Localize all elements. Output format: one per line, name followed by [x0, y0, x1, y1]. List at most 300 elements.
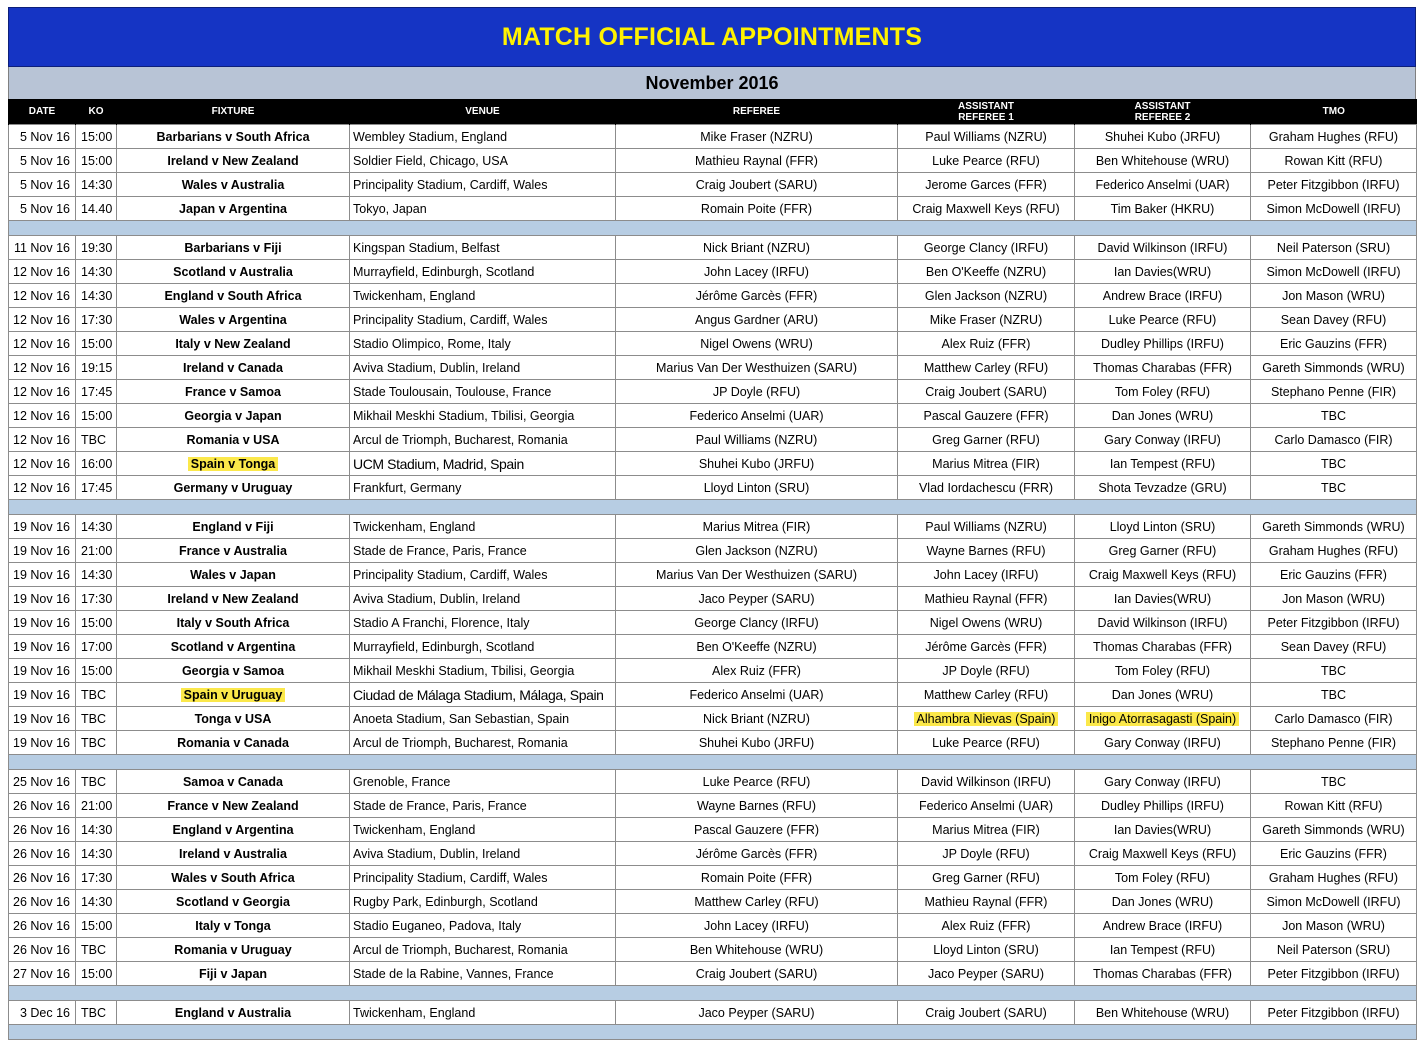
assistant-referee-1-cell: Luke Pearce (RFU) [898, 731, 1075, 755]
assistant-referee-1-cell: Craig Joubert (SARU) [898, 1001, 1075, 1025]
date-cell: 19 Nov 16 [9, 707, 76, 731]
separator-cell [898, 221, 1075, 236]
title-banner [8, 7, 1416, 67]
venue-cell: Ciudad de Málaga Stadium, Málaga, Spain [350, 683, 616, 707]
referee-cell: Shuhei Kubo (JRFU) [616, 731, 898, 755]
header-fixture: FIXTURE [117, 99, 350, 125]
kickoff-cell: 15:00 [76, 125, 117, 149]
venue-cell: Twickenham, England [350, 515, 616, 539]
kickoff-cell: 17:30 [76, 866, 117, 890]
separator-cell [350, 221, 616, 236]
assistant-referee-1-cell: Vlad Iordachescu (FRR) [898, 476, 1075, 500]
venue-cell: Stadio A Franchi, Florence, Italy [350, 611, 616, 635]
venue-cell: Stade de France, Paris, France [350, 539, 616, 563]
highlighted-text: Spain v Tonga [188, 457, 279, 471]
kickoff-cell: 14:30 [76, 260, 117, 284]
referee-cell: Jérôme Garcès (FFR) [616, 284, 898, 308]
referee-cell: John Lacey (IRFU) [616, 914, 898, 938]
assistant-referee-1-cell: Nigel Owens (WRU) [898, 611, 1075, 635]
table-row [9, 284, 1417, 308]
tmo-cell: TBC [1251, 659, 1417, 683]
venue-cell: Stade Toulousain, Toulouse, France [350, 380, 616, 404]
table-row [9, 197, 1417, 221]
tmo-cell: Gareth Simmonds (WRU) [1251, 356, 1417, 380]
week-separator [9, 1025, 1417, 1040]
kickoff-cell: 15:00 [76, 332, 117, 356]
fixture-cell: Romania v USA [117, 428, 350, 452]
fixture-cell: Romania v Canada [117, 731, 350, 755]
tmo-cell: TBC [1251, 770, 1417, 794]
assistant-referee-1-cell: Mike Fraser (NZRU) [898, 308, 1075, 332]
assistant-referee-2-cell: Ian Tempest (RFU) [1075, 938, 1251, 962]
venue-cell: Aviva Stadium, Dublin, Ireland [350, 356, 616, 380]
separator-cell [616, 986, 898, 1001]
referee-cell: Marius Mitrea (FIR) [616, 515, 898, 539]
referee-cell: Jaco Peyper (SARU) [616, 587, 898, 611]
kickoff-cell: TBC [76, 1001, 117, 1025]
referee-cell: Matthew Carley (RFU) [616, 890, 898, 914]
assistant-referee-2-cell: Ben Whitehouse (WRU) [1075, 149, 1251, 173]
tmo-cell: Simon McDowell (IRFU) [1251, 260, 1417, 284]
date-cell: 26 Nov 16 [9, 938, 76, 962]
kickoff-cell: 19:15 [76, 356, 117, 380]
table-row [9, 587, 1417, 611]
separator-cell [898, 755, 1075, 770]
fixture-cell: Fiji v Japan [117, 962, 350, 986]
tmo-cell: TBC [1251, 452, 1417, 476]
referee-cell: JP Doyle (RFU) [616, 380, 898, 404]
kickoff-cell: 14.40 [76, 197, 117, 221]
table-row [9, 794, 1417, 818]
tmo-cell: Rowan Kitt (RFU) [1251, 794, 1417, 818]
fixture-cell: Wales v Argentina [117, 308, 350, 332]
assistant-referee-1-cell: Pascal Gauzere (FFR) [898, 404, 1075, 428]
header-ar2-line1: ASSISTANT [1134, 100, 1191, 112]
assistant-referee-2-cell: Tom Foley (RFU) [1075, 659, 1251, 683]
separator-cell [9, 986, 76, 1001]
kickoff-cell: 15:00 [76, 914, 117, 938]
fixture-cell: Italy v Tonga [117, 914, 350, 938]
table-row [9, 332, 1417, 356]
tmo-cell: Stephano Penne (FIR) [1251, 380, 1417, 404]
assistant-referee-2-cell: Dudley Phillips (IRFU) [1075, 332, 1251, 356]
kickoff-cell: 17:30 [76, 308, 117, 332]
table-row [9, 818, 1417, 842]
separator-cell [1251, 986, 1417, 1001]
separator-cell [1075, 221, 1251, 236]
separator-cell [117, 1025, 350, 1040]
assistant-referee-1-cell [898, 707, 1075, 731]
kickoff-cell: 14:30 [76, 515, 117, 539]
assistant-referee-2-cell: Lloyd Linton (SRU) [1075, 515, 1251, 539]
separator-cell [1251, 500, 1417, 515]
assistant-referee-1-cell: Ben O'Keeffe (NZRU) [898, 260, 1075, 284]
kickoff-cell: 14:30 [76, 563, 117, 587]
assistant-referee-2-cell: David Wilkinson (IRFU) [1075, 611, 1251, 635]
kickoff-cell: 17:45 [76, 476, 117, 500]
assistant-referee-2-cell: Tom Foley (RFU) [1075, 866, 1251, 890]
header-assistant-referee-2 [1075, 99, 1251, 125]
venue-cell: Kingspan Stadium, Belfast [350, 236, 616, 260]
date-cell: 26 Nov 16 [9, 794, 76, 818]
table-row [9, 260, 1417, 284]
separator-cell [1251, 221, 1417, 236]
fixture-cell: Japan v Argentina [117, 197, 350, 221]
separator-cell [616, 1025, 898, 1040]
table-row [9, 452, 1417, 476]
separator-cell [9, 221, 76, 236]
separator-cell [1251, 755, 1417, 770]
header-ar1-line2: REFEREE 1 [958, 111, 1014, 123]
date-cell: 19 Nov 16 [9, 515, 76, 539]
tmo-cell: Stephano Penne (FIR) [1251, 731, 1417, 755]
tmo-cell: Jon Mason (WRU) [1251, 284, 1417, 308]
venue-cell: Principality Stadium, Cardiff, Wales [350, 866, 616, 890]
fixture-cell: Samoa v Canada [117, 770, 350, 794]
kickoff-cell: 14:30 [76, 890, 117, 914]
date-cell: 26 Nov 16 [9, 914, 76, 938]
table-row [9, 683, 1417, 707]
venue-cell: Aviva Stadium, Dublin, Ireland [350, 842, 616, 866]
kickoff-cell: 16:00 [76, 452, 117, 476]
fixture-cell: Scotland v Argentina [117, 635, 350, 659]
table-row [9, 428, 1417, 452]
referee-cell: Nick Briant (NZRU) [616, 707, 898, 731]
table-row [9, 866, 1417, 890]
date-cell: 5 Nov 16 [9, 173, 76, 197]
tmo-cell: Eric Gauzins (FFR) [1251, 842, 1417, 866]
referee-cell: Mathieu Raynal (FFR) [616, 149, 898, 173]
header-referee: REFEREE [616, 99, 898, 125]
assistant-referee-1-cell: Craig Joubert (SARU) [898, 380, 1075, 404]
tmo-cell: Eric Gauzins (FFR) [1251, 563, 1417, 587]
page-title: MATCH OFFICIAL APPOINTMENTS [501, 22, 923, 51]
assistant-referee-2-cell: Dudley Phillips (IRFU) [1075, 794, 1251, 818]
table-row [9, 938, 1417, 962]
assistant-referee-1-cell: JP Doyle (RFU) [898, 659, 1075, 683]
fixture-cell: France v Samoa [117, 380, 350, 404]
kickoff-cell: 15:00 [76, 659, 117, 683]
separator-cell [1075, 1025, 1251, 1040]
assistant-referee-1-cell: Greg Garner (RFU) [898, 866, 1075, 890]
referee-cell: Federico Anselmi (UAR) [616, 683, 898, 707]
separator-cell [350, 500, 616, 515]
kickoff-cell: TBC [76, 770, 117, 794]
tmo-cell: Sean Davey (RFU) [1251, 635, 1417, 659]
separator-cell [350, 986, 616, 1001]
referee-cell: Jaco Peyper (SARU) [616, 1001, 898, 1025]
fixture-cell: Georgia v Samoa [117, 659, 350, 683]
separator-cell [898, 986, 1075, 1001]
assistant-referee-2-cell: Dan Jones (WRU) [1075, 404, 1251, 428]
fixture-cell: Ireland v Canada [117, 356, 350, 380]
table-row [9, 770, 1417, 794]
assistant-referee-2-cell: Ian Davies(WRU) [1075, 260, 1251, 284]
tmo-cell: Simon McDowell (IRFU) [1251, 197, 1417, 221]
assistant-referee-1-cell: Craig Maxwell Keys (RFU) [898, 197, 1075, 221]
tmo-cell: Neil Paterson (SRU) [1251, 938, 1417, 962]
fixture-cell: Romania v Uruguay [117, 938, 350, 962]
venue-cell: Wembley Stadium, England [350, 125, 616, 149]
venue-cell: Arcul de Triomph, Bucharest, Romania [350, 731, 616, 755]
table-row [9, 914, 1417, 938]
assistant-referee-1-cell: Matthew Carley (RFU) [898, 683, 1075, 707]
assistant-referee-2-cell: David Wilkinson (IRFU) [1075, 236, 1251, 260]
table-row [9, 380, 1417, 404]
date-cell: 19 Nov 16 [9, 539, 76, 563]
date-cell: 19 Nov 16 [9, 683, 76, 707]
date-cell: 27 Nov 16 [9, 962, 76, 986]
referee-cell: Federico Anselmi (UAR) [616, 404, 898, 428]
date-cell: 12 Nov 16 [9, 356, 76, 380]
tmo-cell: Graham Hughes (RFU) [1251, 539, 1417, 563]
date-cell: 12 Nov 16 [9, 308, 76, 332]
assistant-referee-2-cell: Dan Jones (WRU) [1075, 683, 1251, 707]
venue-cell: Twickenham, England [350, 1001, 616, 1025]
referee-cell: Paul Williams (NZRU) [616, 428, 898, 452]
assistant-referee-2-cell: Ben Whitehouse (WRU) [1075, 1001, 1251, 1025]
assistant-referee-1-cell: Jerome Garces (FFR) [898, 173, 1075, 197]
table-row [9, 611, 1417, 635]
date-cell: 26 Nov 16 [9, 842, 76, 866]
referee-cell: Marius Van Der Westhuizen (SARU) [616, 563, 898, 587]
tmo-cell: Simon McDowell (IRFU) [1251, 890, 1417, 914]
header-venue: VENUE [350, 99, 616, 125]
referee-cell: Romain Poite (FFR) [616, 197, 898, 221]
fixture-cell [117, 452, 350, 476]
tmo-cell: Jon Mason (WRU) [1251, 914, 1417, 938]
assistant-referee-1-cell: Paul Williams (NZRU) [898, 515, 1075, 539]
date-cell: 5 Nov 16 [9, 125, 76, 149]
highlighted-text: Alhambra Nievas (Spain) [914, 712, 1059, 726]
separator-cell [76, 500, 117, 515]
venue-cell: Arcul de Triomph, Bucharest, Romania [350, 938, 616, 962]
kickoff-cell: 21:00 [76, 539, 117, 563]
tmo-cell: Eric Gauzins (FFR) [1251, 332, 1417, 356]
assistant-referee-1-cell: Greg Garner (RFU) [898, 428, 1075, 452]
assistant-referee-2-cell: Andrew Brace (IRFU) [1075, 914, 1251, 938]
table-row [9, 1001, 1417, 1025]
venue-cell: Arcul de Triomph, Bucharest, Romania [350, 428, 616, 452]
date-cell: 26 Nov 16 [9, 890, 76, 914]
header-date: DATE [9, 99, 76, 125]
venue-cell: Tokyo, Japan [350, 197, 616, 221]
separator-cell [1075, 986, 1251, 1001]
header-ar2-line2: REFEREE 2 [1134, 111, 1191, 123]
fixture-cell: Georgia v Japan [117, 404, 350, 428]
assistant-referee-2-cell: Federico Anselmi (UAR) [1075, 173, 1251, 197]
separator-cell [117, 221, 350, 236]
assistant-referee-2-cell: Thomas Charabas (FFR) [1075, 356, 1251, 380]
referee-cell: Jérôme Garcès (FFR) [616, 842, 898, 866]
tmo-cell: Peter Fitzgibbon (IRFU) [1251, 611, 1417, 635]
header-ar1-line1: ASSISTANT [958, 100, 1014, 112]
separator-cell [76, 986, 117, 1001]
tmo-cell: Gareth Simmonds (WRU) [1251, 515, 1417, 539]
referee-cell: Craig Joubert (SARU) [616, 962, 898, 986]
table-row [9, 476, 1417, 500]
fixture-cell: Italy v South Africa [117, 611, 350, 635]
separator-cell [117, 986, 350, 1001]
date-cell: 12 Nov 16 [9, 476, 76, 500]
referee-cell: Angus Gardner (ARU) [616, 308, 898, 332]
referee-cell: John Lacey (IRFU) [616, 260, 898, 284]
referee-cell: Marius Van Der Westhuizen (SARU) [616, 356, 898, 380]
date-cell: 25 Nov 16 [9, 770, 76, 794]
separator-cell [898, 500, 1075, 515]
tmo-cell: TBC [1251, 476, 1417, 500]
fixture-cell: Ireland v New Zealand [117, 149, 350, 173]
referee-cell: Ben O'Keeffe (NZRU) [616, 635, 898, 659]
venue-cell: Stadio Euganeo, Padova, Italy [350, 914, 616, 938]
fixture-cell: Germany v Uruguay [117, 476, 350, 500]
table-row [9, 707, 1417, 731]
assistant-referee-2-cell: Tom Foley (RFU) [1075, 380, 1251, 404]
table-row [9, 515, 1417, 539]
appointments-sheet [8, 7, 1416, 1040]
venue-cell: Anoeta Stadium, San Sebastian, Spain [350, 707, 616, 731]
highlighted-text: Inigo Atorrasagasti (Spain) [1086, 712, 1239, 726]
fixture-cell: Tonga v USA [117, 707, 350, 731]
kickoff-cell: 14:30 [76, 173, 117, 197]
assistant-referee-2-cell: Tim Baker (HKRU) [1075, 197, 1251, 221]
kickoff-cell: 17:45 [76, 380, 117, 404]
referee-cell: Ben Whitehouse (WRU) [616, 938, 898, 962]
kickoff-cell: 21:00 [76, 794, 117, 818]
month-label: November 2016 [645, 72, 779, 93]
separator-cell [616, 500, 898, 515]
assistant-referee-2-cell: Craig Maxwell Keys (RFU) [1075, 563, 1251, 587]
referee-cell: Craig Joubert (SARU) [616, 173, 898, 197]
referee-cell: Mike Fraser (NZRU) [616, 125, 898, 149]
venue-cell: Twickenham, England [350, 818, 616, 842]
venue-cell: Mikhail Meskhi Stadium, Tbilisi, Georgia [350, 659, 616, 683]
table-row [9, 404, 1417, 428]
tmo-cell: Graham Hughes (RFU) [1251, 866, 1417, 890]
assistant-referee-2-cell: Andrew Brace (IRFU) [1075, 284, 1251, 308]
assistant-referee-1-cell: John Lacey (IRFU) [898, 563, 1075, 587]
referee-cell: Luke Pearce (RFU) [616, 770, 898, 794]
fixture-cell: Scotland v Georgia [117, 890, 350, 914]
table-row [9, 731, 1417, 755]
table-row [9, 149, 1417, 173]
fixture-cell: England v Australia [117, 1001, 350, 1025]
assistant-referee-2-cell: Gary Conway (IRFU) [1075, 428, 1251, 452]
fixture-cell [117, 683, 350, 707]
fixture-cell: Italy v New Zealand [117, 332, 350, 356]
month-banner [8, 67, 1416, 99]
assistant-referee-2-cell: Ian Davies(WRU) [1075, 587, 1251, 611]
venue-cell: Aviva Stadium, Dublin, Ireland [350, 587, 616, 611]
tmo-cell: Sean Davey (RFU) [1251, 308, 1417, 332]
separator-cell [350, 755, 616, 770]
assistant-referee-2-cell: Luke Pearce (RFU) [1075, 308, 1251, 332]
separator-cell [1075, 500, 1251, 515]
table-row [9, 563, 1417, 587]
kickoff-cell: 17:00 [76, 635, 117, 659]
date-cell: 26 Nov 16 [9, 818, 76, 842]
separator-cell [350, 1025, 616, 1040]
date-cell: 19 Nov 16 [9, 635, 76, 659]
header-tmo: TMO [1251, 99, 1417, 125]
venue-cell: Murrayfield, Edinburgh, Scotland [350, 635, 616, 659]
assistant-referee-1-cell: Marius Mitrea (FIR) [898, 818, 1075, 842]
date-cell: 19 Nov 16 [9, 611, 76, 635]
separator-cell [898, 1025, 1075, 1040]
separator-cell [9, 755, 76, 770]
kickoff-cell: 14:30 [76, 842, 117, 866]
venue-cell: Soldier Field, Chicago, USA [350, 149, 616, 173]
assistant-referee-1-cell: David Wilkinson (IRFU) [898, 770, 1075, 794]
date-cell: 12 Nov 16 [9, 428, 76, 452]
assistant-referee-1-cell: Wayne Barnes (RFU) [898, 539, 1075, 563]
date-cell: 26 Nov 16 [9, 866, 76, 890]
fixture-cell: England v Fiji [117, 515, 350, 539]
assistant-referee-2-cell [1075, 707, 1251, 731]
fixture-cell: Barbarians v South Africa [117, 125, 350, 149]
week-separator [9, 221, 1417, 236]
separator-cell [117, 755, 350, 770]
table-row [9, 125, 1417, 149]
assistant-referee-1-cell: Lloyd Linton (SRU) [898, 938, 1075, 962]
venue-cell: Murrayfield, Edinburgh, Scotland [350, 260, 616, 284]
week-separator [9, 986, 1417, 1001]
table-row [9, 173, 1417, 197]
assistant-referee-2-cell: Thomas Charabas (FFR) [1075, 962, 1251, 986]
assistant-referee-1-cell: Matthew Carley (RFU) [898, 356, 1075, 380]
tmo-cell: Jon Mason (WRU) [1251, 587, 1417, 611]
venue-cell: Rugby Park, Edinburgh, Scotland [350, 890, 616, 914]
assistant-referee-1-cell: Paul Williams (NZRU) [898, 125, 1075, 149]
kickoff-cell: 19:30 [76, 236, 117, 260]
assistant-referee-2-cell: Thomas Charabas (FFR) [1075, 635, 1251, 659]
tmo-cell: Carlo Damasco (FIR) [1251, 428, 1417, 452]
date-cell: 3 Dec 16 [9, 1001, 76, 1025]
table-row [9, 659, 1417, 683]
header-ko: KO [76, 99, 117, 125]
venue-cell: Twickenham, England [350, 284, 616, 308]
assistant-referee-1-cell: Alex Ruiz (FFR) [898, 914, 1075, 938]
separator-cell [9, 1025, 76, 1040]
assistant-referee-2-cell: Greg Garner (RFU) [1075, 539, 1251, 563]
venue-cell: Stade de France, Paris, France [350, 794, 616, 818]
date-cell: 12 Nov 16 [9, 260, 76, 284]
referee-cell: Wayne Barnes (RFU) [616, 794, 898, 818]
fixture-cell: England v South Africa [117, 284, 350, 308]
table-row [9, 890, 1417, 914]
date-cell: 12 Nov 16 [9, 452, 76, 476]
separator-cell [117, 500, 350, 515]
separator-cell [616, 221, 898, 236]
referee-cell: George Clancy (IRFU) [616, 611, 898, 635]
fixture-cell: Wales v Australia [117, 173, 350, 197]
separator-cell [76, 221, 117, 236]
date-cell: 19 Nov 16 [9, 587, 76, 611]
venue-cell: Mikhail Meskhi Stadium, Tbilisi, Georgia [350, 404, 616, 428]
assistant-referee-1-cell: Marius Mitrea (FIR) [898, 452, 1075, 476]
kickoff-cell: TBC [76, 938, 117, 962]
separator-cell [1251, 1025, 1417, 1040]
header-assistant-referee-1 [898, 99, 1075, 125]
date-cell: 12 Nov 16 [9, 332, 76, 356]
assistant-referee-2-cell: Shuhei Kubo (JRFU) [1075, 125, 1251, 149]
table-header [9, 99, 1417, 125]
fixture-cell: France v Australia [117, 539, 350, 563]
fixture-cell: Wales v South Africa [117, 866, 350, 890]
table-row [9, 842, 1417, 866]
fixture-cell: Barbarians v Fiji [117, 236, 350, 260]
assistant-referee-1-cell: Jaco Peyper (SARU) [898, 962, 1075, 986]
